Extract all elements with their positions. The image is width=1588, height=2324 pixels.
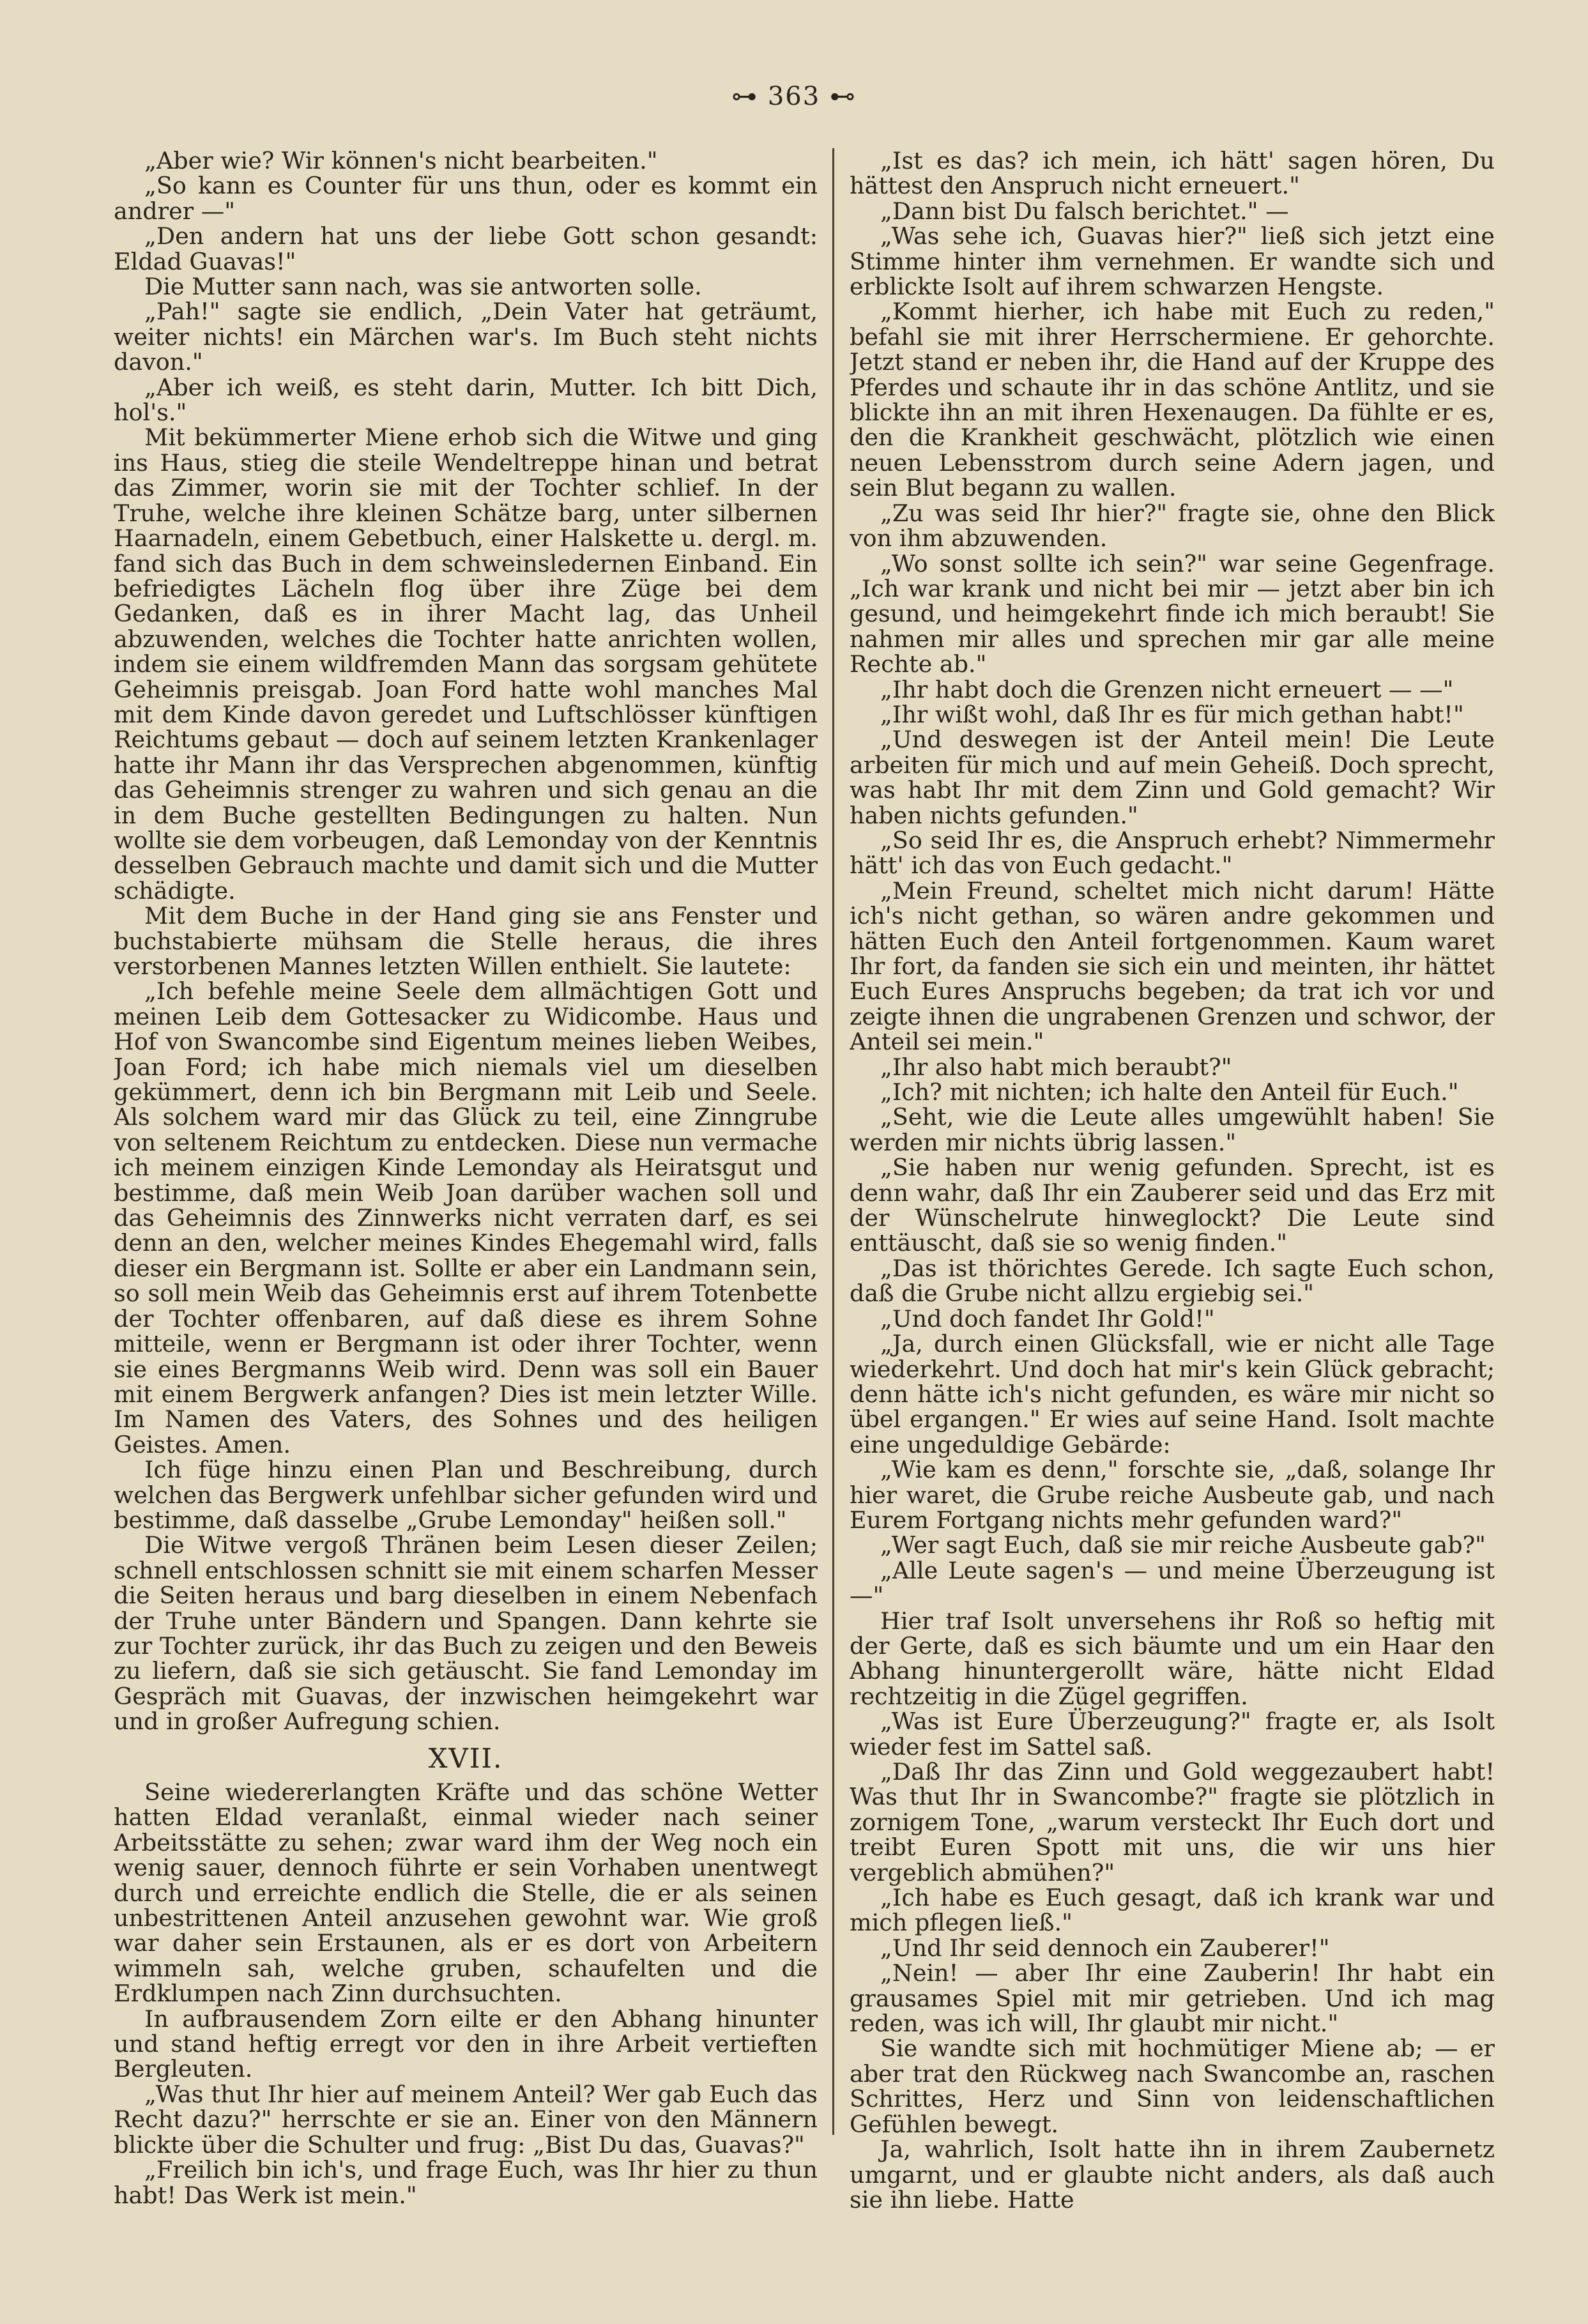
chapter-heading: XVII. — [428, 1742, 503, 1774]
left-column — [114, 148, 818, 2282]
paragraph: „Zu was seid Ihr hier?" fragte sie, ohne den Blick von ihm abzuwenden. — [850, 499, 1495, 553]
paragraph: Mit dem Buche in der Hand ging sie ans Fenster und buchstabierte mühsam die Stelle heraus, die ihres verstorbenen Mannes letzten Willen enthielt. Sie lautete: — [114, 902, 818, 980]
right-column — [850, 148, 1495, 2282]
paragraph: Die Witwe vergoß Thränen beim Lesen dieser Zeilen; schnell entschlossen schnitt sie mit einem scharfen Messer die Seiten heraus und barg dieselben in einem Nebenfach der Truhe unter Bändern und Spangen. Dann kehrte sie zur Tochter zurück, ihr das Buch zu zeigen und den Beweis zu liefern, daß sie sich getäuscht. Sie fand Lemonday im Gespräch mit Guavas, der inzwischen heimgekehrt war und in großer Aufregung schien. — [114, 1531, 818, 1736]
paragraph: „Ist es das? ich mein, ich hätt' sagen hören, Du hättest den Anspruch nicht erneuert." — [850, 148, 1495, 200]
paragraph: „So seid Ihr es, die Anspruch erhebt? Nimmermehr hätt' ich das von Euch gedacht." — [850, 826, 1495, 880]
paragraph: „So kann es Counter für uns thun, oder es kommt ein andrer —" — [114, 172, 818, 225]
paragraph: „Seht, wie die Leute alles umgewühlt haben! Sie werden mir nichts übrig lassen." — [850, 1103, 1495, 1156]
paragraph: „Ja, durch einen Glücksfall, wie er nicht alle Tage wiederkehrt. Und doch hat mir's kein Glück gebracht; denn hätte ich's nicht gefunden, es wäre mir nicht so übel ergangen." Er wies auf seine Hand. Isolt machte eine ungeduldige Gebärde: — [850, 1330, 1495, 1458]
paragraph: Mit bekümmerter Miene erhob sich die Witwe und ging ins Haus, stieg die steile Wendeltreppe hinan und betrat das Zimmer, worin sie mit der Tochter schlief. In der Truhe, welche ihre kleinen Schätze barg, unter silbernen Haarnadeln, einem Gebetbuch, einer Halskette u. dergl. m. fand sich das Buch in dem schweinsledernen Einband. Ein befriedigtes Lächeln flog über ihre Züge bei dem Gedanken, daß es in ihrer Macht lag, das Unheil abzuwenden, welches die Tochter hatte anrichten wollen, indem sie einem wildfremden Mann das sorgsam gehütete Geheimnis preisgab. Joan Ford hatte wohl manches Mal mit dem Kinde davon geredet und Luftschlösser künftigen Reichtums gebaut — doch auf seinem letzten Krankenlager hatte ihr Mann ihr das Versprechen abgenommen, künftig das Geheimnis strenger zu wahren und sich genau an die in dem Buche gestellten Bedingungen zu halten. Nun wollte sie dem vorbeugen, daß Lemonday von der Kenntnis desselben Gebrauch machte und damit sich und die Mutter schädigte. — [114, 424, 818, 905]
paragraph: „Und doch fandet Ihr Gold!" — [880, 1304, 1215, 1333]
paragraph: „Den andern hat uns der liebe Gott schon gesandt: Eldad Guavas!" — [114, 222, 818, 275]
paragraph: „Aber wie? Wir können's nicht bearbeiten." — [144, 148, 658, 174]
paragraph: „Ihr habt doch die Grenzen nicht erneuert — —" — [880, 675, 1454, 703]
paragraph: „Wer sagt Euch, daß sie mir reiche Ausbeute gab?" — [880, 1531, 1486, 1559]
paragraph: „Ich? mit nichten; ich halte den Anteil für Euch." — [880, 1078, 1459, 1106]
paragraph: „Alle Leute sagen's — und meine Überzeugung ist —" — [850, 1556, 1495, 1610]
paragraph: „Dann bist Du falsch berichtet." — — [880, 197, 1289, 225]
paragraph: Ja, wahrlich, Isolt hatte ihn in ihrem Zaubernetz umgarnt, und er glaubte nicht anders, als daß auch sie ihn liebe. Hatte — [850, 2136, 1495, 2213]
paragraph: „Kommt hierher, ich habe mit Euch zu reden," befahl sie mit ihrer Herrschermiene. Er gehorchte. Jetzt stand er neben ihr, die Hand auf der Kruppe des Pferdes und schaute ihr in das schöne Antlitz, und sie blickte ihn an mit ihren Hexenaugen. Da fühlte er es, den die Krankheit geschwächt, plötzlich wie einen neuen Lebensstrom durch seine Adern jagen, und sein Blut begann zu wallen. — [850, 298, 1495, 502]
paragraph: Sie wandte sich mit hochmütiger Miene ab; — er aber trat den Rückweg nach Swancombe an, raschen Schrittes, Herz und Sinn von leidenschaftlichen Gefühlen bewegt. — [850, 2035, 1495, 2138]
paragraph: Die Mutter sann nach, was sie antworten solle. — [144, 273, 702, 301]
paragraph: „Ihr wißt wohl, daß Ihr es für mich gethan habt!" — [880, 700, 1464, 728]
paragraph: „Was ist Eure Überzeugung?" fragte er, als Isolt wieder fest im Sattel saß. — [850, 1708, 1495, 1761]
paragraph: „Und deswegen ist der Anteil mein! Die Leute arbeiten für mich und auf mein Geheiß. Doch sprecht, was habt Ihr mit dem Zinn und Gold gemacht? Wir haben nichts gefunden." — [850, 726, 1495, 829]
paragraph: Seine wiedererlangten Kräfte und das schöne Wetter hatten Eldad veranlaßt, einmal wieder nach seiner Arbeitsstätte zu sehen; zwar ward ihm der Weg noch ein wenig sauer, dennoch führte er sein Vorhaben unentwegt durch und erreichte endlich die Stelle, die er als seinen unbestrittenen Anteil anzusehen gewohnt war. Wie groß war daher sein Erstaunen, als er es dort von Arbeitern wimmeln sah, welche gruben, schaufelten und die Erdklumpen nach Zinn durchsuchten. — [114, 1778, 818, 2008]
paragraph: „Wo sonst sollte ich sein?" war seine Gegenfrage. „Ich war krank und nicht bei mir — jetzt aber bin ich gesund, und heimgekehrt finde ich mich beraubt! Sie nahmen mir alles und sprechen mir gar alle meine Rechte ab." — [850, 549, 1495, 678]
paragraph: „Was thut Ihr hier auf meinem Anteil? Wer gab Euch das Recht dazu?" herrschte er sie an. Einer von den Männern blickte über die Schulter und frug: „Bist Du das, Guavas?" — [114, 2080, 818, 2159]
paragraph: „Ihr also habt mich beraubt?" — [880, 1053, 1232, 1081]
paragraph: „Was sehe ich, Guavas hier?" ließ sich jetzt eine Stimme hinter ihm vernehmen. Er wandte sich und erblickte Isolt auf ihrem schwarzen Hengste. — [850, 222, 1495, 301]
paragraph: „Nein! — aber Ihr eine Zauberin! Ihr habt ein grausames Spiel mit mir getrieben. Und ich mag reden, was ich will, Ihr glaubt mir nicht." — [850, 1959, 1495, 2038]
paragraph: „Freilich bin ich's, und frage Euch, was Ihr hier zu thun habt! Das Werk ist mein." — [114, 2156, 818, 2209]
page-number: ⊶ 363 ⊷ — [731, 82, 857, 111]
paragraph: Hier traf Isolt unversehens ihr Roß so heftig mit der Gerte, daß es sich bäumte und um ein Haar den Abhang hinuntergerollt wäre, hätte nicht Eldad rechtzeitig in die Zügel gegriffen. — [850, 1607, 1495, 1710]
column-divider — [832, 148, 834, 2135]
paragraph: „Ich befehle meine Seele dem allmächtigen Gott und meinen Leib dem Gottesacker zu Widicombe. Haus und Hof von Swancombe sind Eigentum meines lieben Weibes, Joan Ford; ich habe mich niemals viel um dieselben gekümmert, denn ich bin Bergmann mit Leib und Seele. Als solchem ward mir das Glück zu teil, eine Zinngrube von seltenem Reichtum zu entdecken. Diese nun vermache ich meinem einzigen Kinde Lemonday als Heiratsgut und bestimme, daß mein Weib Joan darüber wachen soll und das Geheimnis des Zinnwerks nicht verraten darf, es sei denn an den, welcher meines Kindes Ehegemahl wird, falls dieser ein Bergmann ist. Sollte er aber ein Landmann sein, so soll mein Weib das Geheimnis erst auf ihrem Totenbette der Tochter offenbaren, auf daß diese es ihrem Sohne mitteile, wenn er Bergmann ist oder ihrer Tochter, wenn sie eines Bergmanns Weib wird. Denn was soll ein Bauer mit einem Bergwerk anfangen? Dies ist mein letzter Wille. Im Namen des Vaters, des Sohnes und des heiligen Geistes. Amen. — [114, 977, 818, 1458]
paragraph: „Mein Freund, scheltet mich nicht darum! Hätte ich's nicht gethan, so wären andre gekommen und hätten Euch den Anteil fortgenommen. Kaum waret Ihr fort, da fanden sie sich ein und meinten, ihr hättet Euch Eures Anspruchs begeben; da trat ich vor und zeigte ihnen die ungrabenen Grenzen und schwor, der Anteil sei mein." — [850, 876, 1495, 1056]
paragraph: „Das ist thörichtes Gerede. Ich sagte Euch schon, daß die Grube nicht allzu ergiebig sei." — [850, 1254, 1495, 1308]
paragraph: In aufbrausendem Zorn eilte er den Abhang hinunter und stand heftig erregt vor den in ihre Arbeit vertieften Bergleuten. — [114, 2005, 818, 2083]
paragraph: „Aber ich weiß, es steht darin, Mutter. Ich bitt Dich, hol's." — [114, 373, 818, 427]
paragraph: „Und Ihr seid dennoch ein Zauberer!" — [880, 1934, 1330, 1962]
paragraph: „Sie haben nur wenig gefunden. Sprecht, ist es denn wahr, daß Ihr ein Zauberer seid und das Erz mit der Wünschelrute hinweglockt? Die Leute sind enttäuscht, daß sie so wenig finden." — [850, 1154, 1495, 1257]
paragraph: Ich füge hinzu einen Plan und Beschreibung, durch welchen das Bergwerk unfehlbar sicher gefunden wird und bestimme, daß dasselbe „Grube Lemonday" heißen soll." — [114, 1456, 818, 1534]
paragraph: „Daß Ihr das Zinn und Gold weggezaubert habt! Was thut Ihr in Swancombe?" fragte sie plötzlich in zornigem Tone, „warum versteckt Ihr Euch dort und treibt Euren Spott mit uns, die wir uns hier vergeblich abmühen?" — [850, 1758, 1495, 1886]
paragraph: „Ich habe es Euch gesagt, daß ich krank war und mich pflegen ließ." — [850, 1884, 1495, 1937]
paragraph: „Pah!" sagte sie endlich, „Dein Vater hat geträumt, weiter nichts! ein Märchen war's. Im Buch steht nichts davon." — [114, 298, 818, 376]
page-number-value: 363 — [767, 82, 821, 111]
paragraph: „Wie kam es denn," forschte sie, „daß, solange Ihr hier waret, die Grube reiche Ausbeute gab, und nach Eurem Fortgang nichts mehr gefunden ward?" — [850, 1456, 1495, 1534]
